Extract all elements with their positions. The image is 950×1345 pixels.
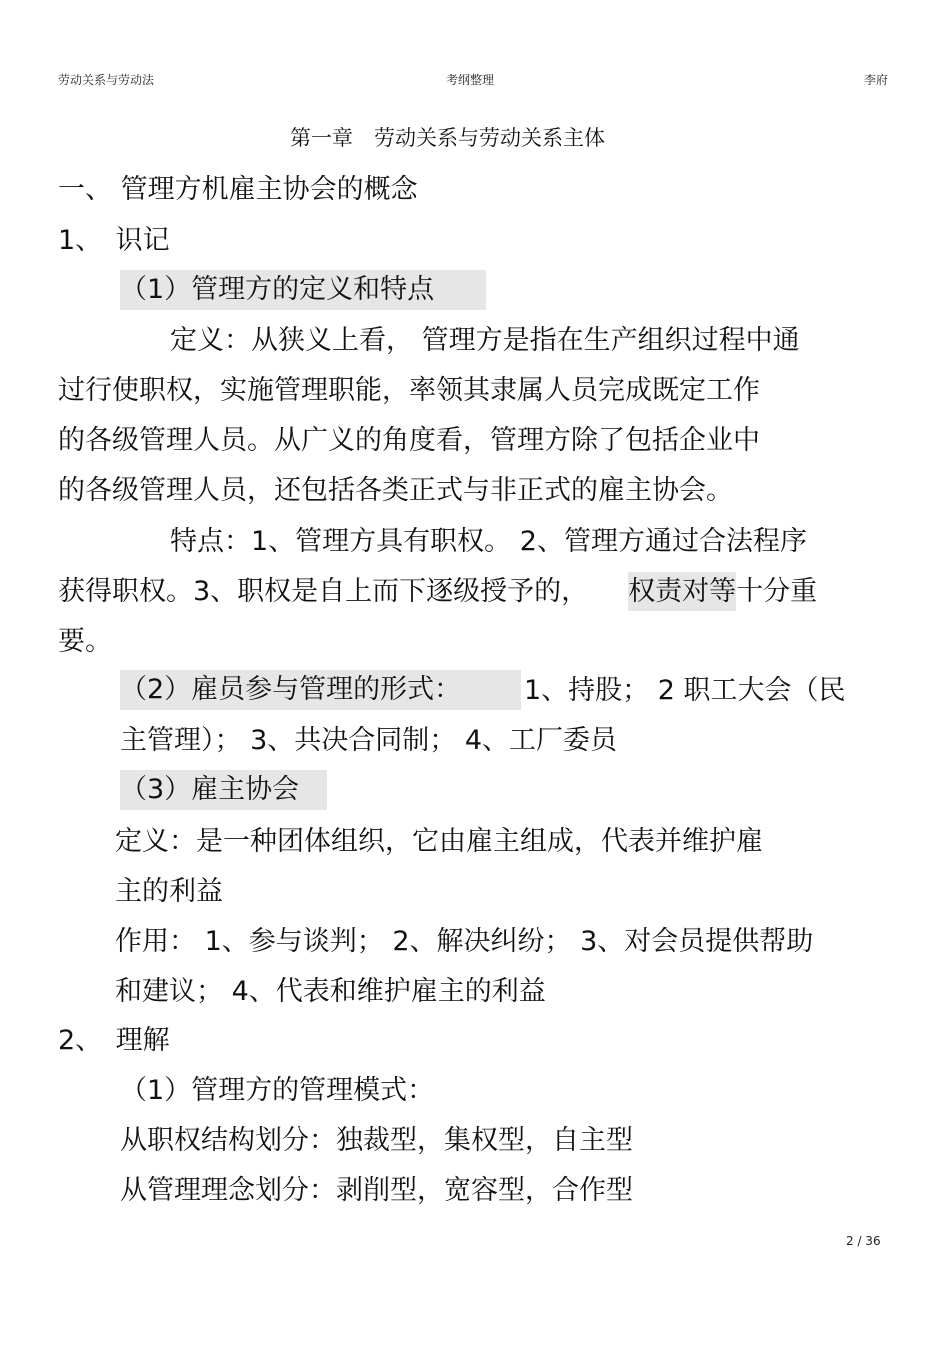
definition-line-4: 的各级管理人员，还包括各类正式与非正式的雇主协会。 bbox=[58, 475, 733, 506]
management-model-heading: （1）管理方的管理模式： bbox=[120, 1075, 435, 1106]
model-line-2: 从管理理念划分：剥削型，宽容型，合作型 bbox=[120, 1175, 633, 1206]
chapter-title: 第一章 劳动关系与劳动关系主体 bbox=[290, 126, 605, 150]
association-role-line-1: 作用： 1、参与谈判； 2、解决纠纷； 3、对会员提供帮助 bbox=[115, 926, 814, 957]
features-line-2 bbox=[58, 578, 817, 605]
subsection-2-heading: （2）雇员参与管理的形式： bbox=[120, 670, 521, 710]
highlight-rights-responsibilities: 权责对等 bbox=[628, 572, 736, 611]
item-2-heading: 2、 理解 bbox=[58, 1025, 170, 1056]
participation-forms-line-2: 主管理）； 3、共决合同制； 4、工厂委员 bbox=[120, 725, 618, 756]
header-center: 考纲整理 bbox=[446, 73, 495, 87]
subsection-3-heading: （3）雇主协会 bbox=[120, 770, 327, 810]
features-line-1: 特点：1、管理方具有职权。 2、管理方通过合法程序 bbox=[170, 526, 807, 557]
features-text-b: 十分重 bbox=[736, 576, 818, 607]
header-left: 劳动关系与劳动法 bbox=[58, 73, 155, 87]
subsection-1-heading: （1）管理方的定义和特点 bbox=[120, 270, 486, 310]
page-number: 2 / 36 bbox=[846, 1234, 881, 1248]
association-definition-line-1: 定义：是一种团体组织，它由雇主组成，代表并维护雇 bbox=[115, 826, 763, 857]
association-role-line-2: 和建议； 4、代表和维护雇主的利益 bbox=[115, 976, 546, 1007]
definition-line-3: 的各级管理人员。从广义的角度看，管理方除了包括企业中 bbox=[58, 425, 760, 456]
definition-line-1: 定义：从狭义上看， 管理方是指在生产组织过程中通 bbox=[170, 325, 800, 356]
item-1-heading: 1、 识记 bbox=[58, 225, 170, 256]
features-text-a: 获得职权。3、职权是自上而下逐级授予的， bbox=[58, 576, 589, 607]
features-line-3: 要。 bbox=[58, 626, 112, 657]
section-heading: 一、 管理方机雇主协会的概念 bbox=[58, 174, 418, 205]
participation-forms-line-1: 1、持股； 2 职工大会（民 bbox=[524, 675, 846, 706]
definition-line-2: 过行使职权，实施管理职能，率领其隶属人员完成既定工作 bbox=[58, 375, 760, 406]
association-definition-line-2: 主的利益 bbox=[115, 876, 223, 907]
header-right: 李府 bbox=[864, 73, 889, 87]
model-line-1: 从职权结构划分：独裁型，集权型，自主型 bbox=[120, 1125, 633, 1156]
